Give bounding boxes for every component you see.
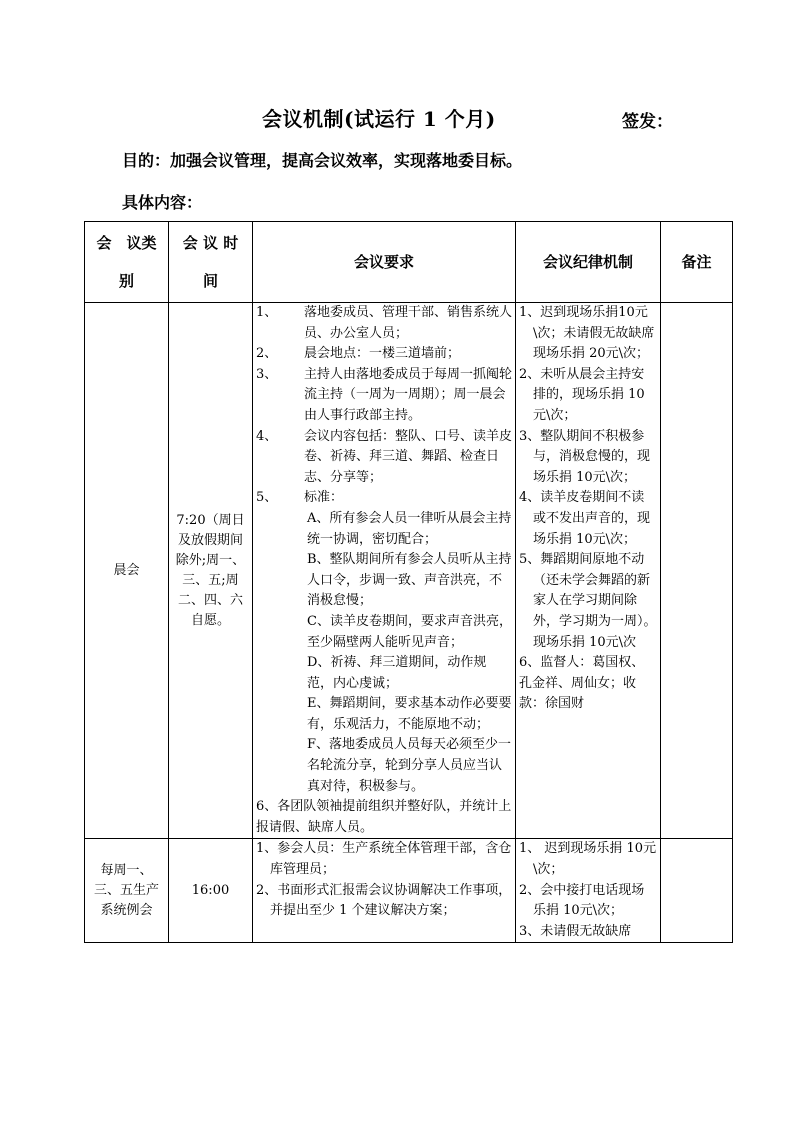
time-cell: 7:20（周日及放假期间除外;周一、三、五;周二、四、六自愿。 — [169, 303, 253, 839]
requirements-cell — [253, 839, 516, 943]
header-notes: 备注 — [661, 222, 733, 303]
content-label: 具体内容： — [122, 193, 203, 212]
header-time: 会 议 时 间 — [169, 222, 253, 303]
discipline-item: 2、未听从晨会主持安排的，现场乐捐 10元\次； — [519, 366, 645, 423]
document-title: 会议机制(试运行 1 个月) — [262, 107, 496, 131]
meeting-table — [84, 221, 733, 943]
table-row — [85, 839, 733, 943]
discipline-item: 3、未请假无故缺席 — [519, 923, 632, 939]
purpose-text: 目的：加强会议管理，提高会议效率，实现落地委目标。 — [122, 151, 523, 170]
requirement-item: 2、书面形式汇报需会议协调解决工作事项，并提出至少 1 个建议解决方案； — [256, 882, 512, 919]
standard-item: F、落地委成员人员每天必须至少一名轮流分享，轮到分享人员应当认真对待，积极参与。 — [307, 737, 512, 794]
requirement-item: 5、 标准： — [256, 490, 344, 506]
discipline-item: 3、整队期间不积极参与，消极怠慢的，现场乐捐 10元\次； — [519, 428, 651, 485]
standard-item: B、整队期间所有参会人员听从主持人口令，步调一致、声音洪亮，不消极怠慢； — [307, 552, 512, 609]
requirements-cell — [253, 303, 516, 839]
time-cell: 16:00 — [169, 839, 253, 943]
sign-label: 签发： — [622, 112, 673, 132]
header-category: 会 议类 别 — [85, 222, 169, 303]
header-requirements: 会议要求 — [253, 222, 516, 303]
discipline-item: 2、会中接打电话现场乐捐 10元\次； — [519, 882, 645, 919]
category-cell: 晨会 — [85, 303, 169, 839]
discipline-item: 5、舞蹈期间原地不动（还未学会舞蹈的新家人在学习期间除外，学习期为一周）。现场乐捐 10元\次 — [519, 552, 657, 650]
discipline-item: 4、读羊皮卷期间不读或不发出声音的，现场乐捐 10元\次； — [519, 490, 651, 547]
standard-item: E、舞蹈期间，要求基本动作必要要有，乐观活力，不能原地不动； — [307, 696, 512, 732]
requirement-item: 3、 主持人由落地委成员于每周一抓阄轮流主持（一周为一周期）；周一晨会由人事行政部主持。 — [256, 366, 513, 423]
standard-item: C、读羊皮卷期间，要求声音洪亮，至少隔壁两人能听见声音； — [307, 613, 512, 650]
notes-cell — [661, 303, 733, 839]
requirement-item: 1、参会人员：生产系统全体管理干部，含仓库管理员； — [256, 841, 512, 878]
standard-item: A、所有参会人员一律听从晨会主持统一协调，密切配合； — [307, 510, 512, 547]
requirement-item: 1、 落地委成员、管理干部、销售系统人员、办公室人员； — [256, 305, 513, 341]
table-row — [85, 303, 733, 839]
discipline-cell — [516, 839, 661, 943]
requirement-item: 6、各团队领袖提前组织并整好队，并统计上报请假、缺席人员。 — [256, 799, 512, 835]
discipline-cell — [516, 303, 661, 839]
standard-item: D、祈祷、拜三道期间，动作规范，内心虔诚； — [307, 655, 487, 691]
requirement-item: 4、 会议内容包括：整队、口号、读羊皮卷、祈祷、拜三道、舞蹈、检查日志、分享等； — [256, 428, 513, 485]
requirement-item: 2、 晨会地点：一楼三道墙前； — [256, 346, 461, 362]
notes-cell — [661, 839, 733, 943]
discipline-item: 1、迟到现场乐捐10元\次；未请假无故缺席现场乐捐 20元\次； — [519, 305, 655, 362]
table-header-row — [85, 222, 733, 303]
category-cell: 每周一、三、五生产系统例会 — [85, 839, 169, 943]
discipline-item: 6、监督人：葛国权、孔金祥、周仙女；收款：徐国财 — [519, 655, 645, 712]
discipline-item: 1、 迟到现场乐捐 10元\次； — [519, 841, 657, 878]
header-discipline: 会议纪律机制 — [516, 222, 661, 303]
